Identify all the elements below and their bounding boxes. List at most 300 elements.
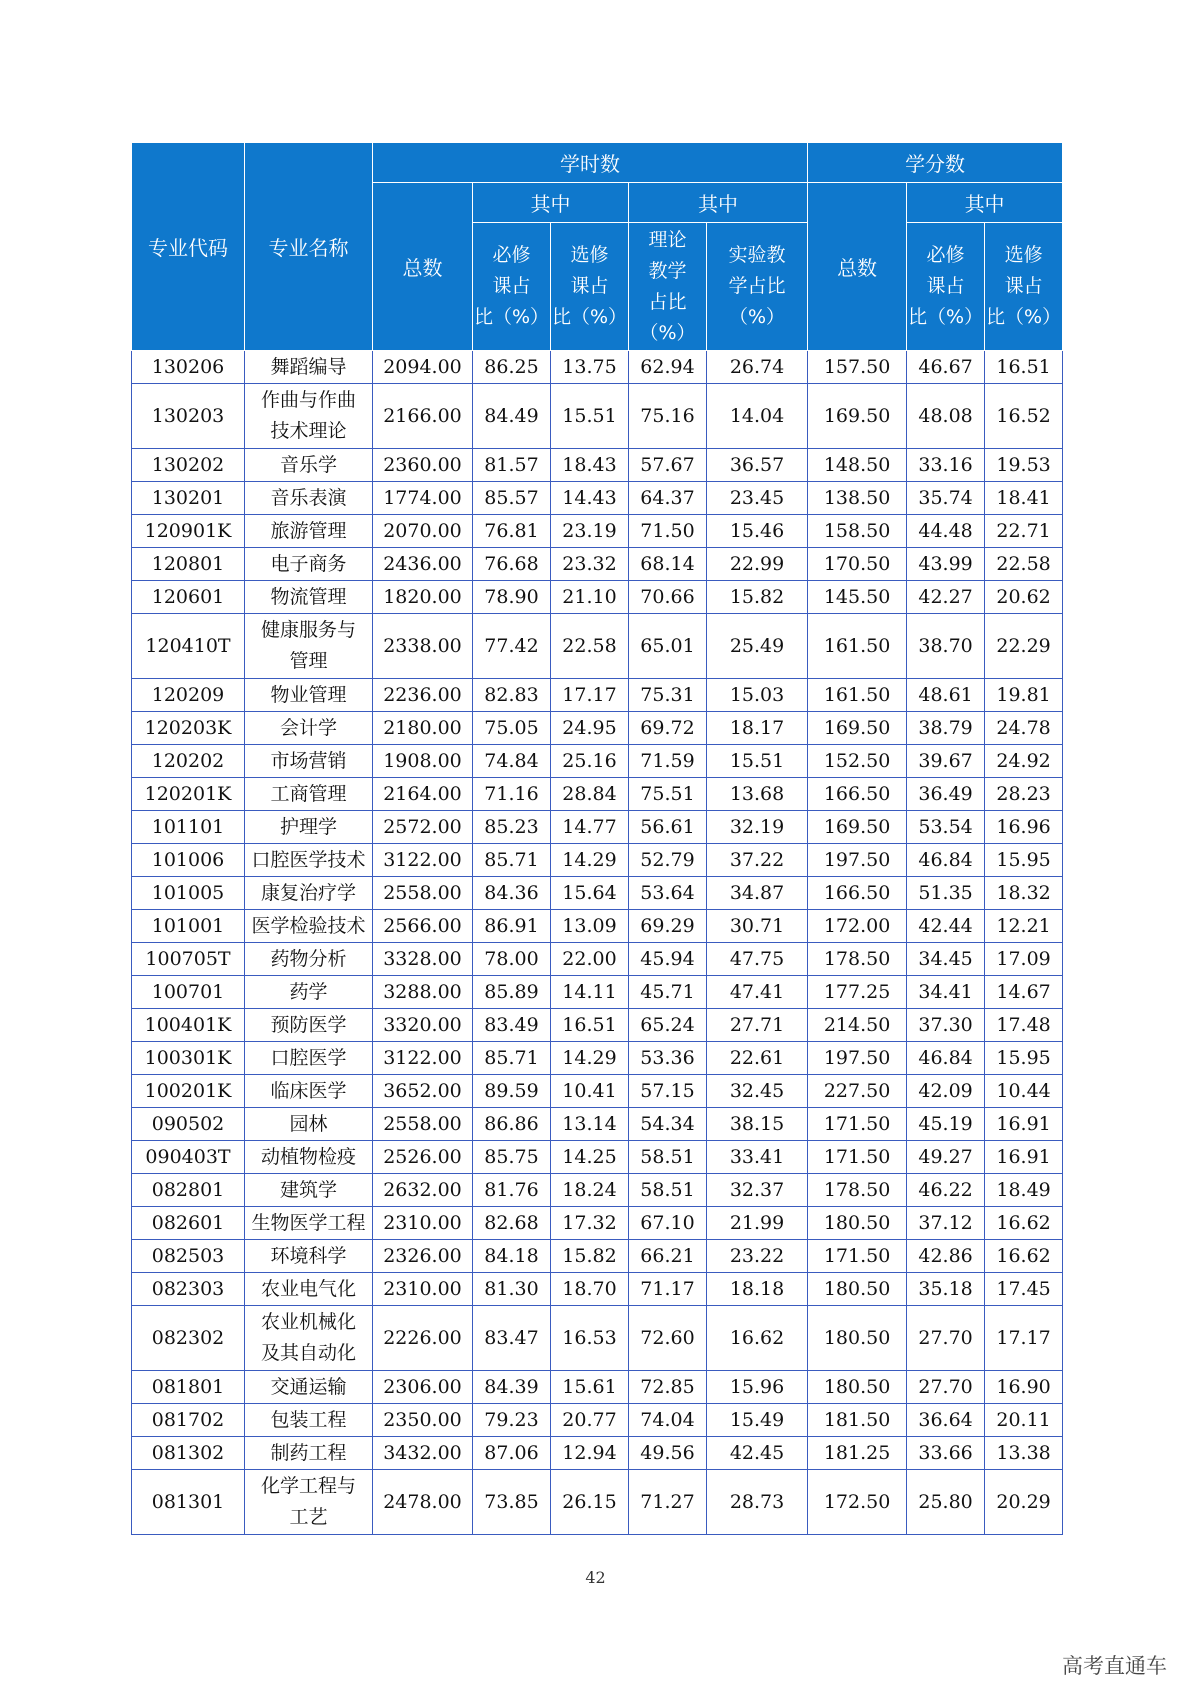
table-row xyxy=(132,943,1063,976)
table-cell: 77.42 xyxy=(473,614,551,679)
table-cell: 26.15 xyxy=(551,1470,629,1535)
table-cell: 32.19 xyxy=(707,811,808,844)
table-cell: 14.25 xyxy=(551,1141,629,1174)
table-cell: 21.10 xyxy=(551,581,629,614)
table-cell: 2572.00 xyxy=(373,811,473,844)
table-cell: 172.00 xyxy=(808,910,907,943)
table-cell: 85.89 xyxy=(473,976,551,1009)
table-cell: 157.50 xyxy=(808,351,907,384)
table-cell: 145.50 xyxy=(808,581,907,614)
table-cell: 169.50 xyxy=(808,811,907,844)
cell-name: 交通运输 xyxy=(245,1371,373,1404)
table-cell: 3122.00 xyxy=(373,844,473,877)
cell-name: 包装工程 xyxy=(245,1404,373,1437)
table-header xyxy=(132,143,1063,351)
table-cell: 86.25 xyxy=(473,351,551,384)
table-cell: 75.16 xyxy=(629,384,707,449)
cell-name: 临床医学 xyxy=(245,1075,373,1108)
table-cell: 16.51 xyxy=(551,1009,629,1042)
cell-name: 音乐学 xyxy=(245,449,373,482)
table-cell: 53.54 xyxy=(907,811,985,844)
table-cell: 30.71 xyxy=(707,910,808,943)
table-cell: 14.77 xyxy=(551,811,629,844)
table-row xyxy=(132,1042,1063,1075)
table-cell: 16.91 xyxy=(985,1108,1063,1141)
table-cell: 85.57 xyxy=(473,482,551,515)
header-hours-group: 学时数 xyxy=(373,143,808,183)
cell-code: 130206 xyxy=(132,351,245,384)
cell-code: 100301K xyxy=(132,1042,245,1075)
table-cell: 2236.00 xyxy=(373,679,473,712)
table-row xyxy=(132,449,1063,482)
table-cell: 15.96 xyxy=(707,1371,808,1404)
table-cell: 2558.00 xyxy=(373,1108,473,1141)
cell-code: 082303 xyxy=(132,1273,245,1306)
table-cell: 2166.00 xyxy=(373,384,473,449)
table-cell: 16.96 xyxy=(985,811,1063,844)
table-cell: 69.72 xyxy=(629,712,707,745)
cell-name: 物业管理 xyxy=(245,679,373,712)
table-cell: 18.32 xyxy=(985,877,1063,910)
table-cell: 72.85 xyxy=(629,1371,707,1404)
table-cell: 180.50 xyxy=(808,1207,907,1240)
table-cell: 197.50 xyxy=(808,844,907,877)
table-cell: 177.25 xyxy=(808,976,907,1009)
table-cell: 16.91 xyxy=(985,1141,1063,1174)
table-cell: 84.18 xyxy=(473,1240,551,1273)
table-cell: 85.75 xyxy=(473,1141,551,1174)
cell-code: 120801 xyxy=(132,548,245,581)
table-cell: 38.70 xyxy=(907,614,985,679)
table-row xyxy=(132,1371,1063,1404)
cell-code: 081302 xyxy=(132,1437,245,1470)
cell-name: 舞蹈编导 xyxy=(245,351,373,384)
table-cell: 27.70 xyxy=(907,1371,985,1404)
table-cell: 158.50 xyxy=(808,515,907,548)
table-cell: 19.53 xyxy=(985,449,1063,482)
table-cell: 33.66 xyxy=(907,1437,985,1470)
cell-name: 电子商务 xyxy=(245,548,373,581)
table-cell: 78.00 xyxy=(473,943,551,976)
table-cell: 12.21 xyxy=(985,910,1063,943)
table-cell: 22.99 xyxy=(707,548,808,581)
table-cell: 53.36 xyxy=(629,1042,707,1075)
table-cell: 17.17 xyxy=(985,1306,1063,1371)
table-cell: 17.32 xyxy=(551,1207,629,1240)
table-cell: 46.22 xyxy=(907,1174,985,1207)
table-cell: 47.41 xyxy=(707,976,808,1009)
table-row xyxy=(132,679,1063,712)
table-cell: 25.49 xyxy=(707,614,808,679)
table-cell: 75.05 xyxy=(473,712,551,745)
table-cell: 37.12 xyxy=(907,1207,985,1240)
table-cell: 23.22 xyxy=(707,1240,808,1273)
header-credits-total: 总数 xyxy=(808,183,907,351)
page-number: 42 xyxy=(585,1568,606,1587)
table-cell: 85.23 xyxy=(473,811,551,844)
table-cell: 23.45 xyxy=(707,482,808,515)
table-cell: 1908.00 xyxy=(373,745,473,778)
table-cell: 22.58 xyxy=(551,614,629,679)
table-cell: 75.51 xyxy=(629,778,707,811)
cell-code: 082503 xyxy=(132,1240,245,1273)
cell-code: 100201K xyxy=(132,1075,245,1108)
table-cell: 42.09 xyxy=(907,1075,985,1108)
table-cell: 68.14 xyxy=(629,548,707,581)
table-cell: 15.03 xyxy=(707,679,808,712)
table-cell: 82.83 xyxy=(473,679,551,712)
table-row xyxy=(132,1404,1063,1437)
table-cell: 18.43 xyxy=(551,449,629,482)
cell-code: 100701 xyxy=(132,976,245,1009)
header-theory: 理论 教学 占比 （%） xyxy=(629,223,707,351)
table-cell: 181.50 xyxy=(808,1404,907,1437)
table-cell: 10.41 xyxy=(551,1075,629,1108)
table-row xyxy=(132,778,1063,811)
header-credits-group: 学分数 xyxy=(808,143,1063,183)
table-cell: 32.45 xyxy=(707,1075,808,1108)
table-cell: 46.84 xyxy=(907,1042,985,1075)
table-cell: 22.71 xyxy=(985,515,1063,548)
table-cell: 48.08 xyxy=(907,384,985,449)
table-row xyxy=(132,1306,1063,1371)
table-cell: 16.52 xyxy=(985,384,1063,449)
cell-name: 园林 xyxy=(245,1108,373,1141)
table-row xyxy=(132,1141,1063,1174)
table-cell: 52.79 xyxy=(629,844,707,877)
cell-code: 100401K xyxy=(132,1009,245,1042)
table-cell: 66.21 xyxy=(629,1240,707,1273)
table-cell: 14.67 xyxy=(985,976,1063,1009)
cell-code: 120202 xyxy=(132,745,245,778)
header-credits-elective: 选修 课占 比（%） xyxy=(985,223,1063,351)
cell-code: 120601 xyxy=(132,581,245,614)
cell-name: 物流管理 xyxy=(245,581,373,614)
cell-name: 康复治疗学 xyxy=(245,877,373,910)
table-row xyxy=(132,1240,1063,1273)
table-cell: 28.23 xyxy=(985,778,1063,811)
table-row xyxy=(132,811,1063,844)
watermark: 高考直通车 xyxy=(1062,1654,1167,1678)
table-cell: 20.77 xyxy=(551,1404,629,1437)
table-cell: 58.51 xyxy=(629,1174,707,1207)
table-cell: 32.37 xyxy=(707,1174,808,1207)
table-cell: 49.56 xyxy=(629,1437,707,1470)
header-hours-elective: 选修 课占 比（%） xyxy=(551,223,629,351)
table-cell: 57.15 xyxy=(629,1075,707,1108)
table-cell: 2310.00 xyxy=(373,1273,473,1306)
table-row xyxy=(132,351,1063,384)
table-cell: 3288.00 xyxy=(373,976,473,1009)
header-hours-required: 必修 课占 比（%） xyxy=(473,223,551,351)
table-cell: 48.61 xyxy=(907,679,985,712)
cell-name: 音乐表演 xyxy=(245,482,373,515)
table-cell: 15.61 xyxy=(551,1371,629,1404)
table-cell: 3652.00 xyxy=(373,1075,473,1108)
table-cell: 57.67 xyxy=(629,449,707,482)
table-cell: 83.47 xyxy=(473,1306,551,1371)
cell-name: 生物医学工程 xyxy=(245,1207,373,1240)
curriculum-table xyxy=(131,142,1063,1535)
table-cell: 24.92 xyxy=(985,745,1063,778)
table-cell: 35.74 xyxy=(907,482,985,515)
table-cell: 34.41 xyxy=(907,976,985,1009)
table-cell: 54.34 xyxy=(629,1108,707,1141)
table-cell: 15.49 xyxy=(707,1404,808,1437)
table-cell: 180.50 xyxy=(808,1306,907,1371)
table-cell: 71.17 xyxy=(629,1273,707,1306)
table-cell: 22.61 xyxy=(707,1042,808,1075)
cell-name: 工商管理 xyxy=(245,778,373,811)
table-row xyxy=(132,482,1063,515)
table-cell: 15.64 xyxy=(551,877,629,910)
table-cell: 75.31 xyxy=(629,679,707,712)
table-cell: 74.84 xyxy=(473,745,551,778)
table-cell: 85.71 xyxy=(473,844,551,877)
cell-code: 101001 xyxy=(132,910,245,943)
table-cell: 166.50 xyxy=(808,778,907,811)
table-cell: 76.68 xyxy=(473,548,551,581)
table-cell: 227.50 xyxy=(808,1075,907,1108)
cell-name: 药物分析 xyxy=(245,943,373,976)
table-cell: 15.51 xyxy=(551,384,629,449)
table-cell: 71.50 xyxy=(629,515,707,548)
header-hours-among-1: 其中 xyxy=(473,183,629,223)
table-cell: 81.30 xyxy=(473,1273,551,1306)
cell-name: 会计学 xyxy=(245,712,373,745)
table-cell: 53.64 xyxy=(629,877,707,910)
header-lab: 实验教 学占比 （%） xyxy=(707,223,808,351)
table-cell: 56.61 xyxy=(629,811,707,844)
table-cell: 28.84 xyxy=(551,778,629,811)
table-cell: 2478.00 xyxy=(373,1470,473,1535)
cell-name: 制药工程 xyxy=(245,1437,373,1470)
table-cell: 42.44 xyxy=(907,910,985,943)
table-cell: 15.82 xyxy=(551,1240,629,1273)
table-cell: 42.45 xyxy=(707,1437,808,1470)
table-cell: 18.49 xyxy=(985,1174,1063,1207)
table-cell: 37.22 xyxy=(707,844,808,877)
table-cell: 20.29 xyxy=(985,1470,1063,1535)
cell-code: 082601 xyxy=(132,1207,245,1240)
cell-name: 农业机械化 及其自动化 xyxy=(245,1306,373,1371)
table-cell: 171.50 xyxy=(808,1108,907,1141)
table-row xyxy=(132,712,1063,745)
table-cell: 49.27 xyxy=(907,1141,985,1174)
table-cell: 2180.00 xyxy=(373,712,473,745)
table-cell: 51.35 xyxy=(907,877,985,910)
table-cell: 16.53 xyxy=(551,1306,629,1371)
table-cell: 70.66 xyxy=(629,581,707,614)
cell-name: 作曲与作曲 技术理论 xyxy=(245,384,373,449)
table-cell: 81.76 xyxy=(473,1174,551,1207)
table-cell: 79.23 xyxy=(473,1404,551,1437)
table-cell: 3122.00 xyxy=(373,1042,473,1075)
table-cell: 74.04 xyxy=(629,1404,707,1437)
table-cell: 20.62 xyxy=(985,581,1063,614)
cell-code: 090502 xyxy=(132,1108,245,1141)
table-cell: 89.59 xyxy=(473,1075,551,1108)
table-row xyxy=(132,548,1063,581)
table-cell: 2226.00 xyxy=(373,1306,473,1371)
table-cell: 2306.00 xyxy=(373,1371,473,1404)
cell-name: 农业电气化 xyxy=(245,1273,373,1306)
cell-code: 120201K xyxy=(132,778,245,811)
cell-name: 药学 xyxy=(245,976,373,1009)
table-cell: 73.85 xyxy=(473,1470,551,1535)
table-cell: 2070.00 xyxy=(373,515,473,548)
table-cell: 171.50 xyxy=(808,1240,907,1273)
table-cell: 178.50 xyxy=(808,1174,907,1207)
table-row xyxy=(132,515,1063,548)
table-cell: 17.09 xyxy=(985,943,1063,976)
table-cell: 22.58 xyxy=(985,548,1063,581)
table-cell: 42.86 xyxy=(907,1240,985,1273)
table-cell: 2338.00 xyxy=(373,614,473,679)
table-cell: 16.62 xyxy=(985,1240,1063,1273)
table-cell: 44.48 xyxy=(907,515,985,548)
header-hours-total: 总数 xyxy=(373,183,473,351)
table-cell: 46.67 xyxy=(907,351,985,384)
table-cell: 15.82 xyxy=(707,581,808,614)
cell-code: 120410T xyxy=(132,614,245,679)
table-cell: 33.41 xyxy=(707,1141,808,1174)
table-cell: 2360.00 xyxy=(373,449,473,482)
table-cell: 180.50 xyxy=(808,1273,907,1306)
table-cell: 2164.00 xyxy=(373,778,473,811)
table-cell: 24.78 xyxy=(985,712,1063,745)
table-row xyxy=(132,1009,1063,1042)
table-cell: 81.57 xyxy=(473,449,551,482)
table-cell: 138.50 xyxy=(808,482,907,515)
table-cell: 17.17 xyxy=(551,679,629,712)
table-cell: 161.50 xyxy=(808,679,907,712)
table-cell: 86.91 xyxy=(473,910,551,943)
table-cell: 26.74 xyxy=(707,351,808,384)
header-credits-required: 必修 课占 比（%） xyxy=(907,223,985,351)
table-cell: 65.01 xyxy=(629,614,707,679)
table-cell: 171.50 xyxy=(808,1141,907,1174)
table-cell: 45.94 xyxy=(629,943,707,976)
table-cell: 15.51 xyxy=(707,745,808,778)
table-cell: 16.51 xyxy=(985,351,1063,384)
table-row xyxy=(132,1470,1063,1535)
cell-code: 090403T xyxy=(132,1141,245,1174)
table-cell: 35.18 xyxy=(907,1273,985,1306)
table-cell: 87.06 xyxy=(473,1437,551,1470)
table-cell: 67.10 xyxy=(629,1207,707,1240)
table-cell: 46.84 xyxy=(907,844,985,877)
table-cell: 43.99 xyxy=(907,548,985,581)
cell-code: 120203K xyxy=(132,712,245,745)
table-cell: 33.16 xyxy=(907,449,985,482)
table-cell: 69.29 xyxy=(629,910,707,943)
table-cell: 14.11 xyxy=(551,976,629,1009)
table-row xyxy=(132,614,1063,679)
table-cell: 71.59 xyxy=(629,745,707,778)
table-cell: 85.71 xyxy=(473,1042,551,1075)
table-row xyxy=(132,384,1063,449)
table-cell: 36.64 xyxy=(907,1404,985,1437)
table-cell: 13.75 xyxy=(551,351,629,384)
table-cell: 39.67 xyxy=(907,745,985,778)
table-cell: 2326.00 xyxy=(373,1240,473,1273)
table-cell: 28.73 xyxy=(707,1470,808,1535)
table-cell: 161.50 xyxy=(808,614,907,679)
table-cell: 84.49 xyxy=(473,384,551,449)
table-cell: 76.81 xyxy=(473,515,551,548)
table-cell: 38.15 xyxy=(707,1108,808,1141)
cell-name: 护理学 xyxy=(245,811,373,844)
table-cell: 21.99 xyxy=(707,1207,808,1240)
table-cell: 23.32 xyxy=(551,548,629,581)
cell-code: 120901K xyxy=(132,515,245,548)
table-cell: 15.95 xyxy=(985,1042,1063,1075)
cell-code: 081702 xyxy=(132,1404,245,1437)
table-cell: 23.19 xyxy=(551,515,629,548)
table-cell: 38.79 xyxy=(907,712,985,745)
table-cell: 64.37 xyxy=(629,482,707,515)
table-cell: 22.29 xyxy=(985,614,1063,679)
table-cell: 2310.00 xyxy=(373,1207,473,1240)
cell-name: 预防医学 xyxy=(245,1009,373,1042)
cell-name: 医学检验技术 xyxy=(245,910,373,943)
table-cell: 42.27 xyxy=(907,581,985,614)
table-cell: 14.29 xyxy=(551,1042,629,1075)
cell-name: 化学工程与 工艺 xyxy=(245,1470,373,1535)
table-cell: 78.90 xyxy=(473,581,551,614)
table-row xyxy=(132,910,1063,943)
table-cell: 2350.00 xyxy=(373,1404,473,1437)
cell-code: 101006 xyxy=(132,844,245,877)
header-credits-among: 其中 xyxy=(907,183,1063,223)
cell-code: 101101 xyxy=(132,811,245,844)
table-cell: 14.04 xyxy=(707,384,808,449)
table-cell: 3320.00 xyxy=(373,1009,473,1042)
cell-code: 082302 xyxy=(132,1306,245,1371)
table-cell: 65.24 xyxy=(629,1009,707,1042)
table-body xyxy=(132,351,1063,1535)
table-cell: 86.86 xyxy=(473,1108,551,1141)
table-cell: 13.38 xyxy=(985,1437,1063,1470)
table-cell: 45.19 xyxy=(907,1108,985,1141)
table-cell: 166.50 xyxy=(808,877,907,910)
table-cell: 169.50 xyxy=(808,384,907,449)
table-cell: 84.39 xyxy=(473,1371,551,1404)
table-cell: 2094.00 xyxy=(373,351,473,384)
table-row xyxy=(132,877,1063,910)
table-cell: 169.50 xyxy=(808,712,907,745)
table-cell: 71.27 xyxy=(629,1470,707,1535)
table-cell: 82.68 xyxy=(473,1207,551,1240)
table-cell: 1820.00 xyxy=(373,581,473,614)
table-row xyxy=(132,581,1063,614)
cell-name: 口腔医学技术 xyxy=(245,844,373,877)
table-cell: 24.95 xyxy=(551,712,629,745)
table-cell: 172.50 xyxy=(808,1470,907,1535)
cell-code: 130202 xyxy=(132,449,245,482)
table-cell: 25.80 xyxy=(907,1470,985,1535)
cell-name: 健康服务与 管理 xyxy=(245,614,373,679)
cell-name: 口腔医学 xyxy=(245,1042,373,1075)
table-cell: 2526.00 xyxy=(373,1141,473,1174)
table-cell: 13.68 xyxy=(707,778,808,811)
table-cell: 181.25 xyxy=(808,1437,907,1470)
table-cell: 18.24 xyxy=(551,1174,629,1207)
table-cell: 22.00 xyxy=(551,943,629,976)
cell-name: 环境科学 xyxy=(245,1240,373,1273)
table-row xyxy=(132,745,1063,778)
